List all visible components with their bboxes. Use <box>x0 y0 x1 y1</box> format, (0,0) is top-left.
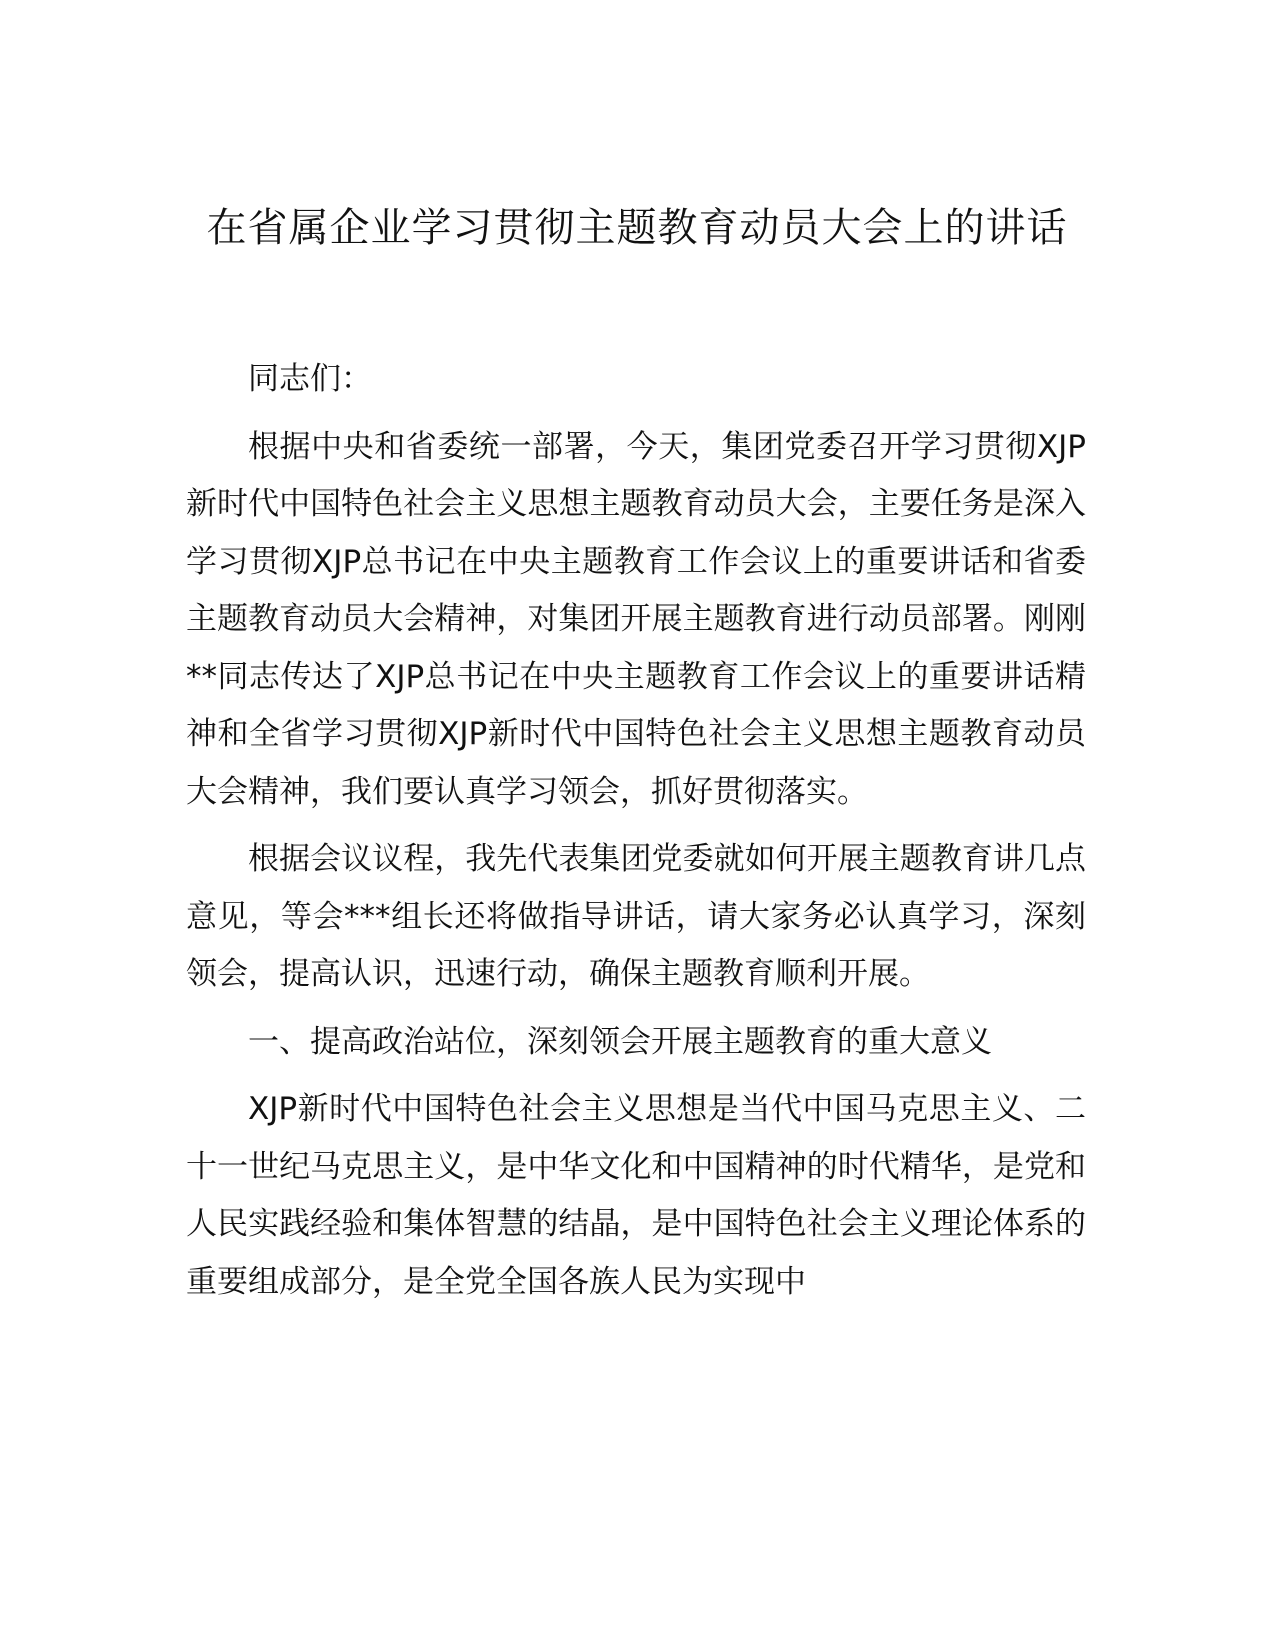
paragraph-1: 根据中央和省委统一部署，今天，集团党委召开学习贯彻XJP新时代中国特色社会主义思想主题教育动员大会，主要任务是深入学习贯彻XJP总书记在中央主题教育工作会议上的重要讲话和省委主题教育动员大会精神，对集团开展主题教育进行动员部署。刚刚**同志传达了XJP总书记在中央主题教育工作会议上的重要讲话精神和全省学习贯彻XJP新时代中国特色社会主义思想主题教育动员大会精神，我们要认真学习领会，抓好贯彻落实。 <box>186 428 1086 810</box>
section-heading: 一、提高政治站位，深刻领会开展主题教育的重大意义 <box>248 1023 992 1060</box>
paragraph-2: 根据会议议程，我先代表集团党委就如何开展主题教育讲几点意见，等会***组长还将做指导讲话，请大家务必认真学习，深刻领会，提高认识，迅速行动，确保主题教育顺利开展。 <box>186 841 1086 992</box>
section-paragraph: XJP新时代中国特色社会主义思想是当代中国马克思主义、二十一世纪马克思主义，是中华文化和中国精神的时代精华，是党和人民实践经验和集体智慧的结晶，是中国特色社会主义理论体系的重要组成部分，是全党全国各族人民为实现中 <box>186 1091 1086 1300</box>
greeting: 同志们： <box>248 361 372 397</box>
document-body <box>186 351 1086 1321</box>
document-title: 在省属企业学习贯彻主题教育动员大会上的讲话 <box>206 205 1068 251</box>
